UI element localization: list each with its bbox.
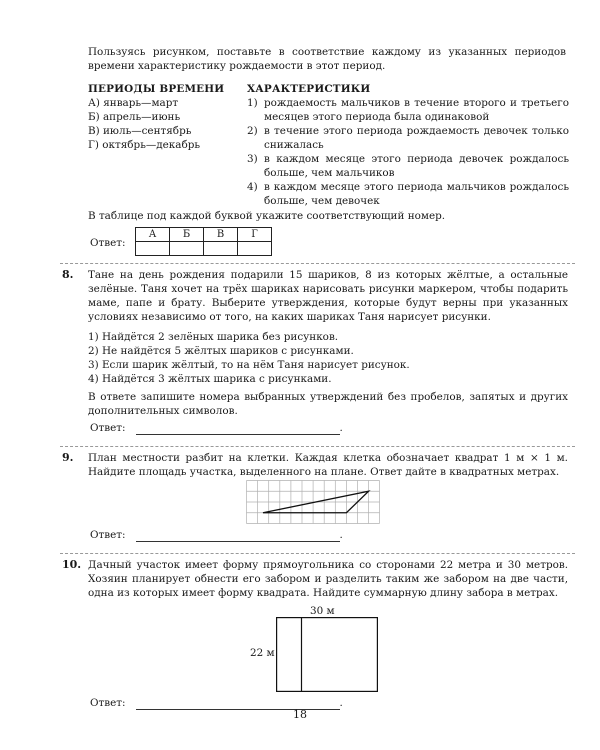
option-item: 1) Найдётся 2 зелёных шарика без рисунков. <box>88 331 339 343</box>
characteristic-text: в каждом месяце этого периода мальчиков рождалось больше, чем девочек <box>264 181 569 207</box>
characteristics-column <box>247 82 569 208</box>
question-text: Тане на день рождения подарили 15 шариков, 8 из которых жёлтые, а остальные зелёные. Таня хочет на трёх шариках нарисовать рисунки маркером, чтобы подарить маме, папе и брату. Выберите утверждения, которые будут верны при указанных условиях независимо от того, на каких шариках Таня нарисует рисунки. <box>88 269 568 323</box>
answer-label: Ответ: <box>90 529 126 541</box>
answer-letter: Б <box>170 228 204 242</box>
characteristic-number: 1) <box>247 97 258 109</box>
answer-cell[interactable] <box>136 242 170 256</box>
periods-column <box>88 82 238 152</box>
period-mark: . <box>339 422 343 434</box>
characteristic-item <box>247 180 569 208</box>
characteristic-text: рождаемость мальчиков в течение второго и третьего месяцев этого периода была одинаковой <box>264 97 569 123</box>
characteristic-text: в течение этого периода рождаемость девочек только снижалась <box>264 125 569 151</box>
answer-label: Ответ: <box>90 422 126 434</box>
table-instruction: В таблице под каждой буквой укажите соответствующий номер. <box>88 210 446 222</box>
answer-input-line[interactable] <box>136 423 340 435</box>
answer-row <box>90 421 343 435</box>
answer-label: Ответ: <box>90 697 126 709</box>
answer-input-line[interactable] <box>136 530 340 542</box>
answer-cell[interactable] <box>238 242 272 256</box>
page-number: 18 <box>293 708 307 721</box>
answer-letter: В <box>204 228 238 242</box>
characteristic-item <box>247 124 569 152</box>
question-number: 10. <box>62 558 82 571</box>
question-text: План местности разбит на клетки. Каждая клетка обозначает квадрат 1 м × 1 м. Найдите площадь участка, выделенного на плане. Ответ дайте в квадратных метрах. <box>88 452 568 478</box>
separator <box>60 446 575 447</box>
characteristic-number: 3) <box>247 153 258 165</box>
characteristic-number: 2) <box>247 125 258 137</box>
answer-letter: А <box>136 228 170 242</box>
plot-rectangle <box>277 618 378 692</box>
answer-cell[interactable] <box>170 242 204 256</box>
option-item: 2) Не найдётся 5 жёлтых шариков с рисунками. <box>88 345 354 357</box>
question-number: 8. <box>62 268 74 281</box>
question-instruction: В ответе запишите номера выбранных утверждений без пробелов, запятых и других дополнительных символов. <box>88 391 568 417</box>
grid-plan-figure <box>246 480 380 524</box>
period-item: А) январь—март <box>88 97 179 109</box>
option-item: 4) Найдётся 3 жёлтых шарика с рисунками. <box>88 373 332 385</box>
height-label: 22 м <box>250 647 275 659</box>
intro-text: Пользуясь рисунком, поставьте в соответствие каждому из указанных периодов времени характеристику рождаемости в этот период. <box>88 46 566 72</box>
rectangle-plot-figure <box>276 617 378 692</box>
answer-label: Ответ: <box>90 237 126 249</box>
option-item: 3) Если шарик жёлтый, то на нём Таня нарисует рисунок. <box>88 359 410 371</box>
characteristics-header: ХАРАКТЕРИСТИКИ <box>247 83 371 95</box>
separator <box>60 553 575 554</box>
characteristic-item <box>247 152 569 180</box>
answer-cell[interactable] <box>204 242 238 256</box>
characteristic-item <box>247 96 569 124</box>
question-text: Дачный участок имеет форму прямоугольника со сторонами 22 метра и 30 метров. Хозяин планирует обнести его забором и разделить таким же забором на две части, одна из которых имеет форму квадрата. Найдите суммарную длину забора в метрах. <box>88 559 568 599</box>
answer-table <box>135 227 272 256</box>
period-item: В) июль—сентябрь <box>88 125 192 137</box>
width-label: 30 м <box>310 605 335 617</box>
period-mark: . <box>339 697 343 709</box>
characteristic-text: в каждом месяце этого периода девочек рождалось больше, чем мальчиков <box>264 153 569 179</box>
question-number: 9. <box>62 451 74 464</box>
answer-row <box>90 528 343 542</box>
answer-letter: Г <box>238 228 272 242</box>
period-item: Б) апрель—июнь <box>88 111 181 123</box>
periods-header: ПЕРИОДЫ ВРЕМЕНИ <box>88 83 225 95</box>
separator <box>60 263 575 264</box>
period-mark: . <box>339 529 343 541</box>
characteristic-number: 4) <box>247 181 258 193</box>
options-list <box>88 330 568 386</box>
period-item: Г) октябрь—декабрь <box>88 139 201 151</box>
